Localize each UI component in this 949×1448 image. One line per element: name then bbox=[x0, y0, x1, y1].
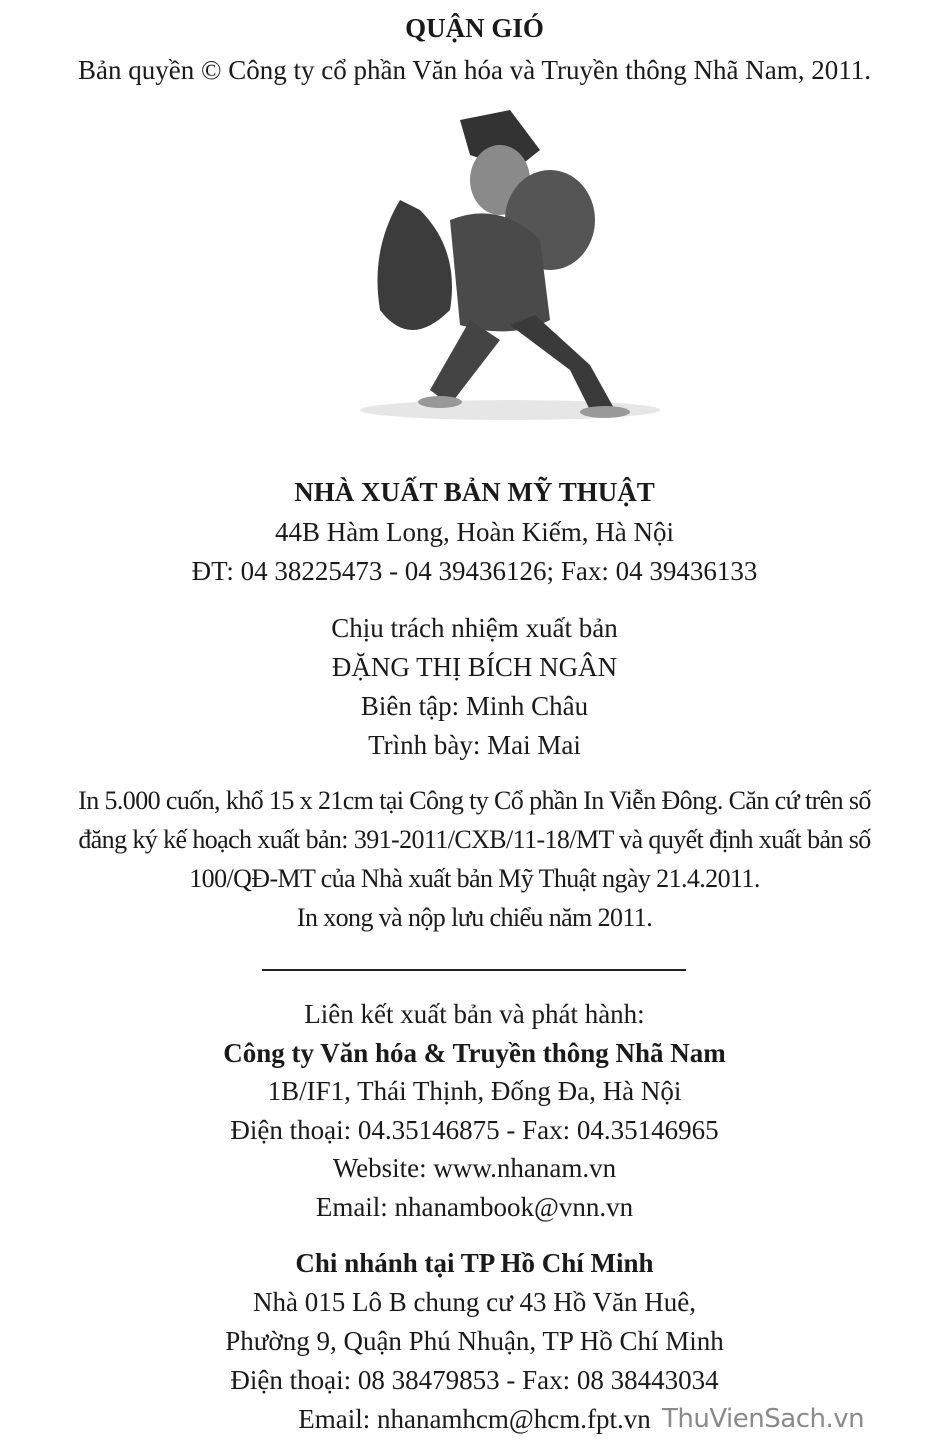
thief-illustration bbox=[340, 110, 680, 430]
partner-phone: Điện thoại: 04.35146875 - Fax: 04.35146965 bbox=[230, 1115, 719, 1145]
responsible-name: ĐẶNG THỊ BÍCH NGÂN bbox=[331, 652, 618, 682]
publisher-phone: ĐT: 04 38225473 - 04 39436126; Fax: 04 39436133 bbox=[191, 556, 758, 586]
branch-phone: Điện thoại: 08 38479853 - Fax: 08 38443034 bbox=[230, 1365, 719, 1395]
layout-credit: Trình bày: Mai Mai bbox=[368, 730, 581, 760]
branch-email: Email: nhanamhcm@hcm.fpt.vn bbox=[298, 1404, 651, 1434]
book-title: QUẬN GIÓ bbox=[405, 13, 544, 43]
print-info-line: In xong và nộp lưu chiểu năm 2011. bbox=[296, 903, 653, 932]
editor-credit: Biên tập: Minh Châu bbox=[360, 691, 589, 721]
partner-label: Liên kết xuất bản và phát hành: bbox=[304, 999, 645, 1029]
partner-email: Email: nhanambook@vnn.vn bbox=[315, 1192, 634, 1222]
branch-address-1: Nhà 015 Lô B chung cư 43 Hồ Văn Huê, bbox=[252, 1287, 697, 1317]
print-info-line: In 5.000 cuốn, khổ 15 x 21cm tại Công ty Cổ phần In Viễn Đông. Căn cứ trên số bbox=[78, 786, 871, 815]
branch-address-2: Phường 9, Quận Phú Nhuận, TP Hồ Chí Minh bbox=[225, 1326, 724, 1356]
watermark: ThuVienSach.vn bbox=[662, 1404, 865, 1434]
partner-address: 1B/IF1, Thái Thịnh, Đống Đa, Hà Nội bbox=[267, 1076, 682, 1106]
publisher-name: NHÀ XUẤT BẢN MỸ THUẬT bbox=[294, 477, 655, 507]
print-info-line: 100/QĐ-MT của Nhà xuất bản Mỹ Thuật ngày 21.4.2011. bbox=[189, 864, 760, 893]
print-info-line: đăng ký kế hoạch xuất bản: 391-2011/CXB/11-18/MT và quyết định xuất bản số bbox=[78, 825, 871, 854]
responsible-label: Chịu trách nhiệm xuất bản bbox=[331, 613, 618, 643]
copyright-line: Bản quyền © Công ty cổ phần Văn hóa và Truyền thông Nhã Nam, 2011. bbox=[78, 55, 871, 85]
publisher-address: 44B Hàm Long, Hoàn Kiếm, Hà Nội bbox=[275, 517, 674, 547]
branch-name: Chi nhánh tại TP Hồ Chí Minh bbox=[295, 1248, 654, 1278]
divider bbox=[262, 969, 686, 971]
partner-website: Website: www.nhanam.vn bbox=[332, 1153, 617, 1183]
partner-name: Công ty Văn hóa & Truyền thông Nhã Nam bbox=[223, 1038, 726, 1068]
